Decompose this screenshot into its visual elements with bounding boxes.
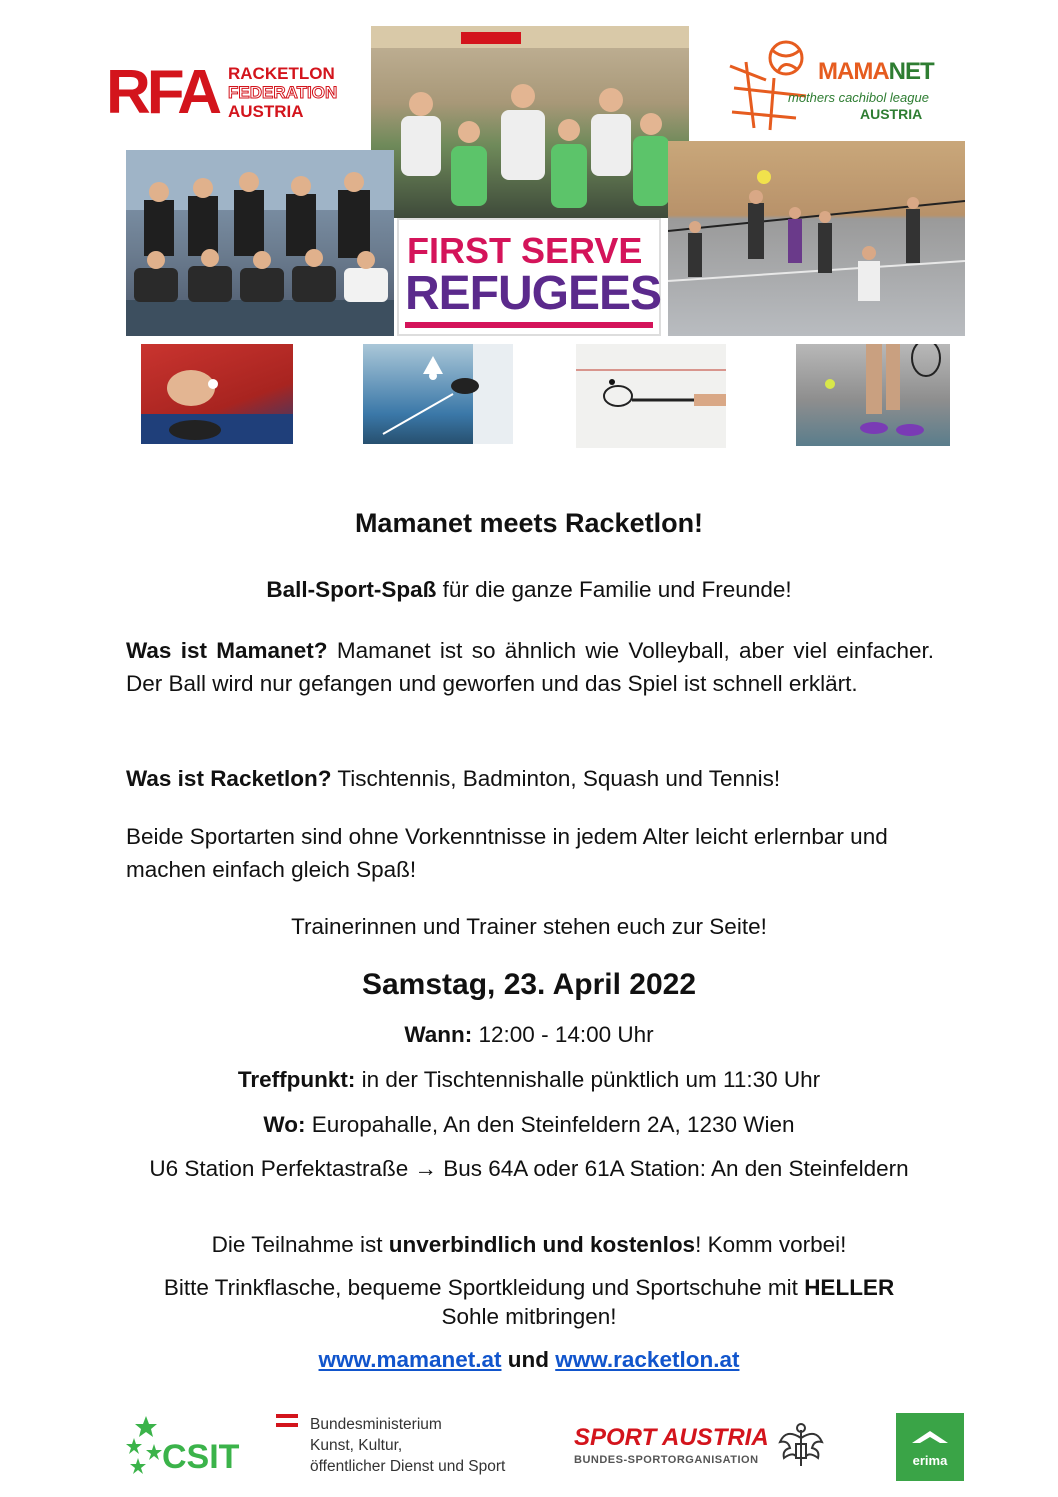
rfa-mark: RFA xyxy=(106,58,218,127)
bmk-line2: Kunst, Kultur, xyxy=(310,1437,403,1454)
mamanet-name-b: NET xyxy=(888,58,934,85)
intro-bold: Ball-Sport-Spaß xyxy=(266,577,437,602)
intro-rest: für die ganze Familie und Freunde! xyxy=(436,577,792,602)
meet-label: Treffpunkt: xyxy=(237,1067,356,1092)
mamanet-logo xyxy=(726,36,938,132)
where-label: Wo: xyxy=(263,1112,306,1137)
event-date: Samstag, 23. April 2022 xyxy=(361,968,697,1001)
fsr-underline xyxy=(405,322,653,328)
racketlon-group-photo xyxy=(126,150,394,336)
both-sports-paragraph: Beide Sportarten sind ohne Vorkenntnisse in jedem Alter leicht erlernbar und machen einfach gleich Spaß! xyxy=(126,824,888,882)
meet-value: in der Tischtennishalle pünktlich um 11:30 Uhr xyxy=(355,1067,821,1092)
bring-a: Bitte Trinkflasche, bequeme Sportkleidung und Sportschuhe mit xyxy=(163,1275,805,1300)
austria-flag-icon xyxy=(276,1414,298,1428)
mamanet-question: Was ist Mamanet? xyxy=(126,638,328,663)
csit-text: CSIT xyxy=(162,1438,240,1476)
bring-line xyxy=(0,1275,1058,1301)
mamanet-country: AUSTRIA xyxy=(860,106,923,122)
austrian-eagle-icon xyxy=(778,1422,824,1472)
rfa-line2: FEDERATION xyxy=(228,83,338,102)
intro-line xyxy=(0,577,1058,603)
mamanet-paragraph xyxy=(126,634,934,700)
mamanet-link[interactable]: www.mamanet.at xyxy=(318,1347,502,1372)
participation-a: Die Teilnahme ist xyxy=(211,1232,389,1257)
badminton-photo xyxy=(363,344,513,444)
rfa-line3: AUSTRIA xyxy=(228,102,304,121)
rfa-line1: RACKETLON xyxy=(228,64,335,83)
mamanet-answer: Mamanet ist so ähnlich wie Volleyball, aber viel einfacher. Der Ball wird nur gefangen und geworfen und das Spiel ist schnell erklärt. xyxy=(126,638,934,696)
sport-austria-name: SPORT AUSTRIA xyxy=(574,1424,769,1451)
racketlon-question: Was ist Racketlon? xyxy=(126,766,332,791)
table-tennis-photo xyxy=(141,344,293,444)
mamanet-subtitle: mothers cachibol league xyxy=(788,90,929,105)
fsr-line2: REFUGEES xyxy=(405,267,662,320)
trainers-line: Trainerinnen und Trainer stehen euch zur Seite! xyxy=(291,914,767,939)
bring-b: HELLER xyxy=(804,1275,895,1300)
squash-photo xyxy=(576,344,726,448)
erima-logo xyxy=(896,1413,964,1481)
fsr-line1: FIRST SERVE xyxy=(407,230,643,271)
when-value: 12:00 - 14:00 Uhr xyxy=(472,1022,654,1047)
csit-logo xyxy=(126,1414,246,1480)
links-and: und xyxy=(501,1347,556,1372)
bundesministerium-logo xyxy=(276,1414,548,1480)
participation-b: unverbindlich und kostenlos xyxy=(388,1232,696,1257)
mamanet-gym-photo xyxy=(668,141,965,336)
location-line xyxy=(0,1112,1058,1138)
when-label: Wann: xyxy=(404,1022,473,1047)
racketlon-paragraph xyxy=(126,762,934,795)
huddle-figures xyxy=(371,26,689,218)
participation-c: ! Komm vorbei! xyxy=(695,1232,847,1257)
mamanet-name-a: MAMA xyxy=(818,58,889,85)
when-line xyxy=(0,1022,1058,1048)
racketlon-federation-logo xyxy=(106,60,342,126)
transit-line: U6 Station Perfektastraße → Bus 64A oder 61A Station: An den Steinfeldern xyxy=(149,1156,909,1181)
bmk-line3: öffentlicher Dienst und Sport xyxy=(310,1458,506,1475)
tennis-photo xyxy=(796,344,950,446)
first-serve-refugees-logo xyxy=(397,218,661,336)
erima-text: erima xyxy=(912,1453,948,1468)
team-huddle-photo xyxy=(371,26,689,218)
sport-austria-sub: BUNDES-SPORTORGANISATION xyxy=(574,1454,759,1466)
participation-line xyxy=(0,1232,1058,1258)
links-line xyxy=(0,1347,1058,1373)
sport-austria-logo xyxy=(574,1424,834,1474)
volleyball-net-icon xyxy=(726,36,816,132)
racketlon-answer: Tischtennis, Badminton, Squash und Tennis! xyxy=(331,766,781,791)
racketlon-link[interactable]: www.racketlon.at xyxy=(555,1347,740,1372)
where-value: Europahalle, An den Steinfeldern 2A, 1230 Wien xyxy=(305,1112,795,1137)
bmk-line1: Bundesministerium xyxy=(310,1416,442,1433)
meeting-point-line xyxy=(0,1067,1058,1093)
page-title: Mamanet meets Racketlon! xyxy=(354,508,704,538)
csit-stars-icon xyxy=(126,1414,166,1478)
bring-line-2: Sohle mitbringen! xyxy=(441,1304,617,1329)
